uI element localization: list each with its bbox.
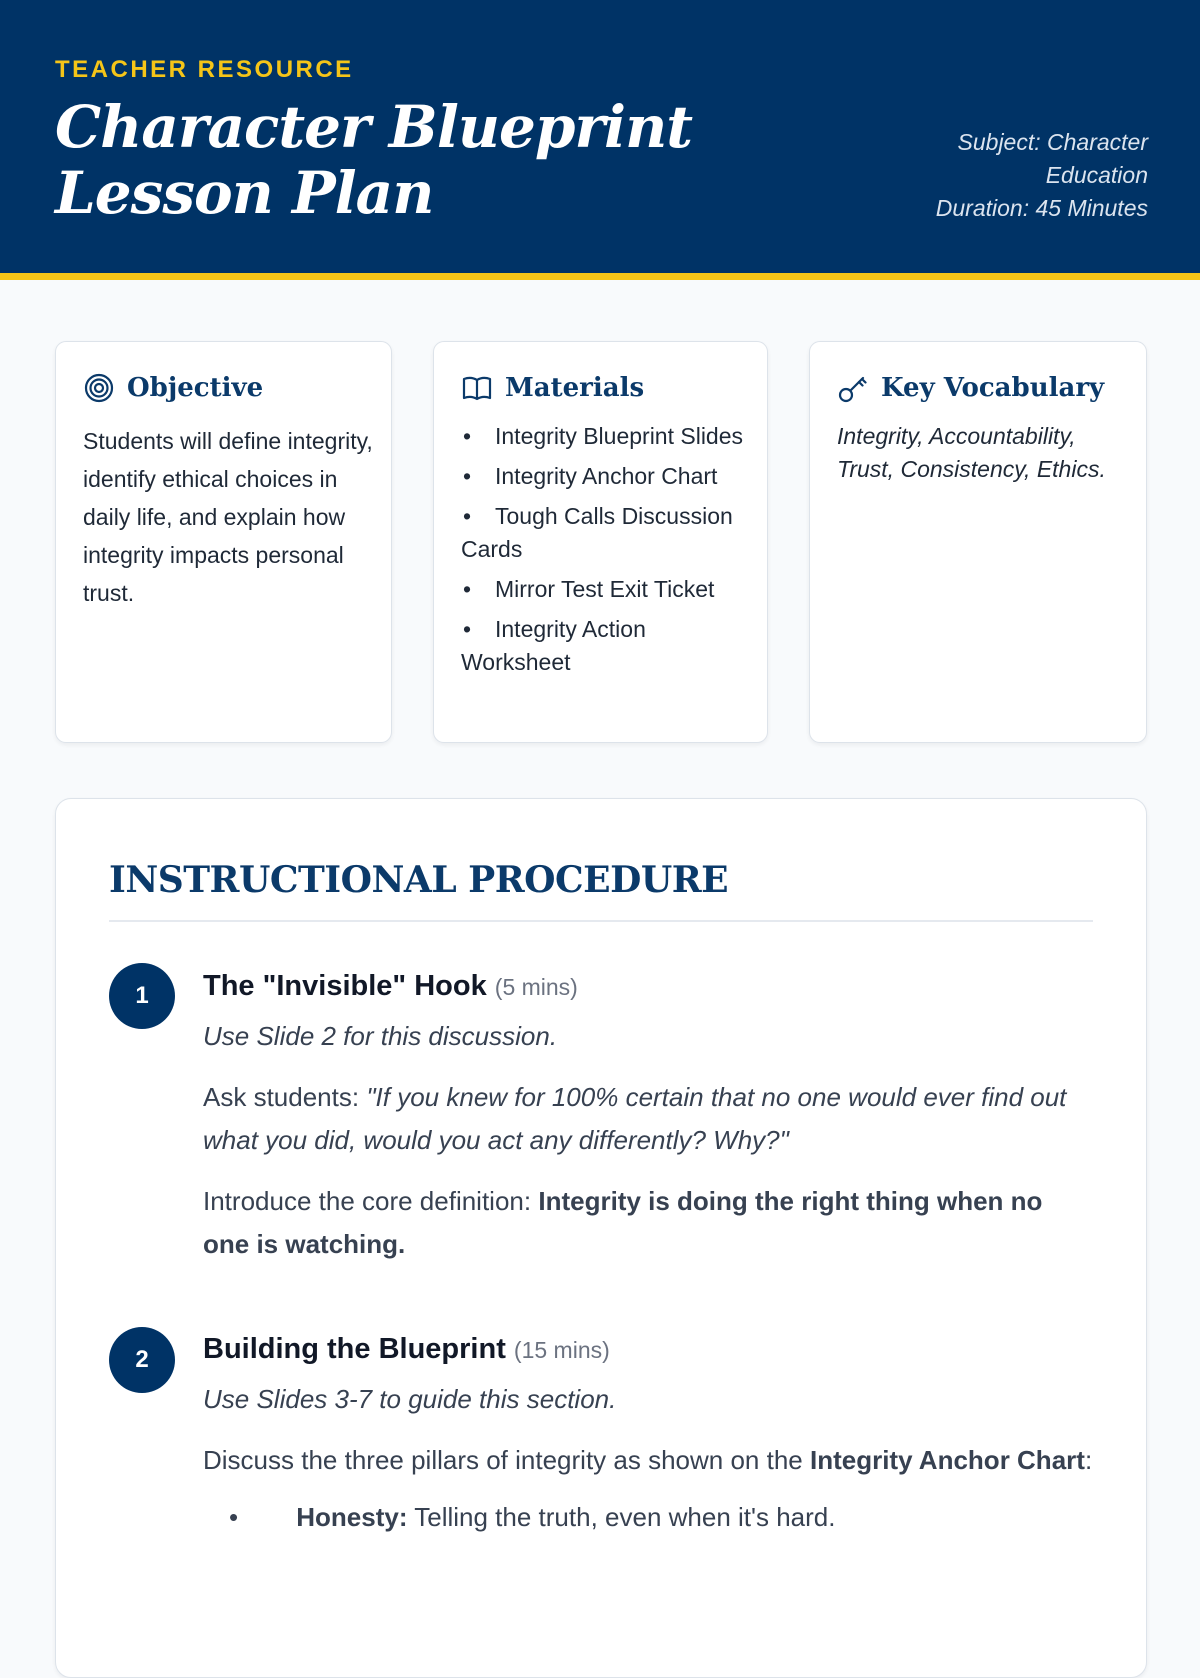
- step-paragraph: [203, 1180, 1093, 1266]
- materials-body: [461, 420, 749, 686]
- objective-card: [55, 341, 392, 743]
- pillars-list: [203, 1496, 1093, 1539]
- materials-card: [433, 341, 768, 743]
- anchor-chart-ref: Integrity Anchor Chart: [809, 1445, 1085, 1475]
- objective-heading: [83, 372, 263, 404]
- step-title: Building the Blueprint: [203, 1333, 506, 1365]
- step-number-badge: 1: [109, 963, 175, 1029]
- key-icon: [837, 372, 869, 404]
- vocabulary-title: Key Vocabulary: [881, 373, 1105, 403]
- objective-title: Objective: [127, 373, 264, 403]
- eyebrow-label: TEACHER RESOURCE: [55, 56, 354, 83]
- vocabulary-text: Integrity, Accountability, Trust, Consistency, Ethics.: [837, 423, 1106, 482]
- list-item: • Integrity Anchor Chart: [461, 460, 749, 493]
- step-paragraph: [203, 1439, 1093, 1482]
- pillars-lead: Discuss the three pillars of integrity as shown on the: [203, 1445, 803, 1475]
- list-item: • Tough Calls Discussion Cards: [461, 500, 749, 566]
- step-2: [203, 1329, 1093, 1539]
- pillar-label: Honesty:: [296, 1502, 408, 1532]
- step-title: The "Invisible" Hook: [203, 970, 487, 1002]
- list-item: • Integrity Blueprint Slides: [461, 420, 749, 453]
- step-1: [203, 966, 1093, 1266]
- step-duration: (5 mins): [494, 974, 578, 1000]
- step-duration: (15 mins): [513, 1337, 610, 1363]
- materials-heading: [461, 372, 644, 404]
- list-item: • Integrity Action Worksheet: [461, 613, 749, 679]
- pillars-lead-tail: :: [1084, 1445, 1093, 1475]
- page-title: Character Blueprint Lesson Plan: [55, 93, 693, 227]
- vocabulary-heading: [837, 372, 1104, 404]
- step-subtitle: Use Slides 3-7 to guide this section.: [203, 1384, 617, 1414]
- prompt-quote: "If you knew for 100% certain that no one would ever find out what you did, would you act any differently? Why?": [203, 1082, 1067, 1155]
- list-item: • Mirror Test Exit Ticket: [461, 573, 749, 606]
- pillar-text: Telling the truth, even when it's hard.: [414, 1502, 836, 1532]
- materials-list: [461, 420, 749, 679]
- vocabulary-card: [809, 341, 1147, 743]
- book-icon: [461, 372, 493, 404]
- definition-lead: Introduce the core definition:: [203, 1186, 532, 1216]
- duration-label: Duration: 45 Minutes: [935, 195, 1148, 221]
- list-item: [203, 1496, 1093, 1539]
- step-subtitle: Use Slide 2 for this discussion.: [203, 1021, 558, 1051]
- divider: [109, 920, 1093, 922]
- prompt-lead: Ask students:: [203, 1082, 360, 1112]
- step-number-badge: 2: [109, 1327, 175, 1393]
- materials-title: Materials: [505, 373, 645, 403]
- page-header: [0, 0, 1200, 280]
- subject-label: Subject: Character Education: [957, 129, 1148, 188]
- step-paragraph: [203, 1076, 1093, 1162]
- procedure-panel: [55, 798, 1147, 1678]
- target-icon: [83, 372, 115, 404]
- objective-text: Students will define integrity, identify ethical choices in daily life, and explain how integrity impacts personal trust.: [83, 428, 373, 606]
- definition-text: Integrity is doing the right thing when no one is watching.: [203, 1186, 1043, 1259]
- procedure-title: INSTRUCTIONAL PROCEDURE: [109, 859, 729, 901]
- step-heading: [203, 966, 1093, 1007]
- lesson-meta: [888, 126, 1148, 225]
- step-heading: [203, 1329, 1093, 1370]
